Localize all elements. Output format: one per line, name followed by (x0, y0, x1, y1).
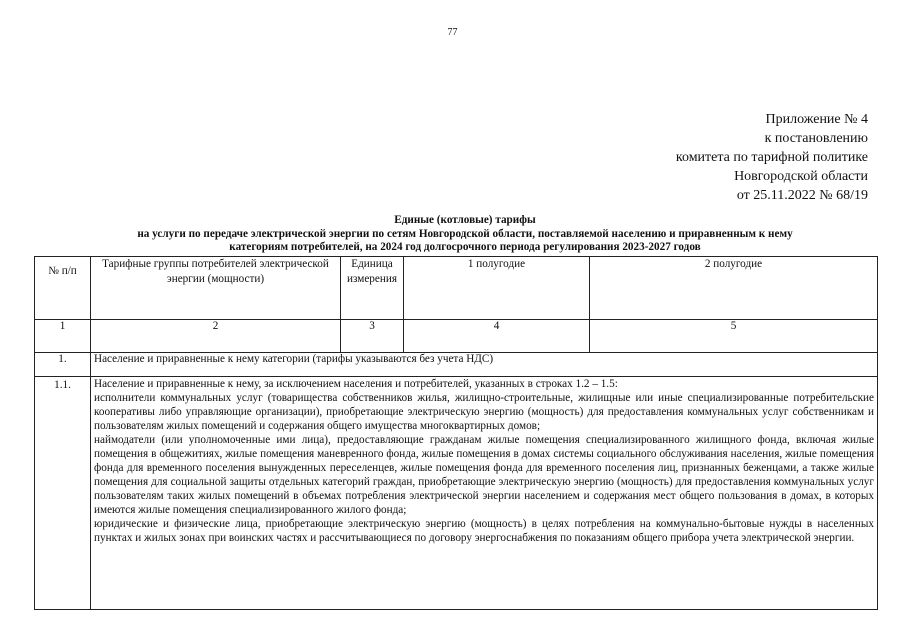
appendix-line: Новгородской области (734, 169, 868, 184)
table-header-row (35, 257, 878, 320)
tariff-table (34, 256, 878, 610)
header-unit: Единица измерения (341, 257, 404, 320)
appendix-block (676, 110, 868, 205)
row-number: 1. (35, 353, 91, 377)
row-number: 1.1. (35, 377, 91, 610)
header-second-half: 2 полугодие (590, 257, 878, 320)
title-line: на услуги по передаче электрической энергии по сетям Новгородской области, поставляемой населению и приравненным к нему (137, 227, 793, 240)
header-first-half: 1 полугодие (404, 257, 590, 320)
description-paragraph: юридические и физические лица, приобретающие электрическую энергию (мощность) в целях потребления на коммунально-бытовые нужды в населенных пунктах и жилых зонах при воинских частях и рассчитывающиеся по договору энергоснабжения по показаниям общего прибора учета электрической энергии. (94, 518, 874, 544)
column-number: 1 (35, 320, 91, 353)
column-number: 2 (91, 320, 341, 353)
appendix-line: от 25.11.2022 № 68/19 (736, 188, 868, 203)
table-row (35, 353, 878, 377)
description-paragraph: исполнители коммунальных услуг (товарищества собственников жилья, жилищно-строительные, жилищные или иные специализированные потребительские кооперативы либо управляющие организации), приобретающие электрическую энергию (мощность) для предоставления коммунальных услуг собственникам и пользователям жилых помещений и содержания общего имущества многоквартирных домов; (94, 392, 874, 432)
title-line: Единые (котловые) тарифы (394, 214, 536, 226)
table-row (35, 377, 878, 610)
row-description: Население и приравненные к нему категории (тарифы указываются без учета НДС) (91, 353, 878, 377)
appendix-line: Приложение № 4 (765, 112, 868, 127)
column-number-row (35, 320, 878, 353)
header-tariff-group: Тарифные группы потребителей электрической энергии (мощности) (91, 257, 341, 320)
page-number: 77 (447, 27, 458, 38)
column-number: 4 (404, 320, 590, 353)
column-number: 3 (341, 320, 404, 353)
appendix-line: комитета по тарифной политике (675, 150, 868, 165)
description-paragraph: наймодатели (или уполномоченные ими лица), предоставляющие гражданам жилые помещения специализированного жилищного фонда, включая жилые помещения в общежитиях, жилые помещения маневренного фонда, жилые помещения в домах системы социального обслуживания населения, жилые помещения фонда для временного поселения вынужденных переселенцев, жилые помещения фонда для временного поселения лиц, признанных беженцами, а также жилые помещения для социальной защиты отдельных категорий граждан, приобретающие электрическую энергию (мощность) для предоставления коммунальных услуг пользователям таких жилых помещений в объемах потребления электрической энергии населением и содержания мест общего пользования в домах, в которых имеются жилые помещения специализированного жилого фонда; (94, 434, 874, 516)
description-paragraph: Население и приравненные к нему, за исключением населения и потребителей, указанных в строках 1.2 – 1.5: (94, 378, 618, 390)
document-title (30, 214, 900, 255)
appendix-line: к постановлению (764, 131, 868, 146)
title-line: категориям потребителей, на 2024 год долгосрочного периода регулирования 2023-2027 годов (229, 241, 701, 253)
column-number: 5 (590, 320, 878, 353)
header-number: № п/п (35, 257, 91, 320)
row-description (91, 377, 878, 610)
